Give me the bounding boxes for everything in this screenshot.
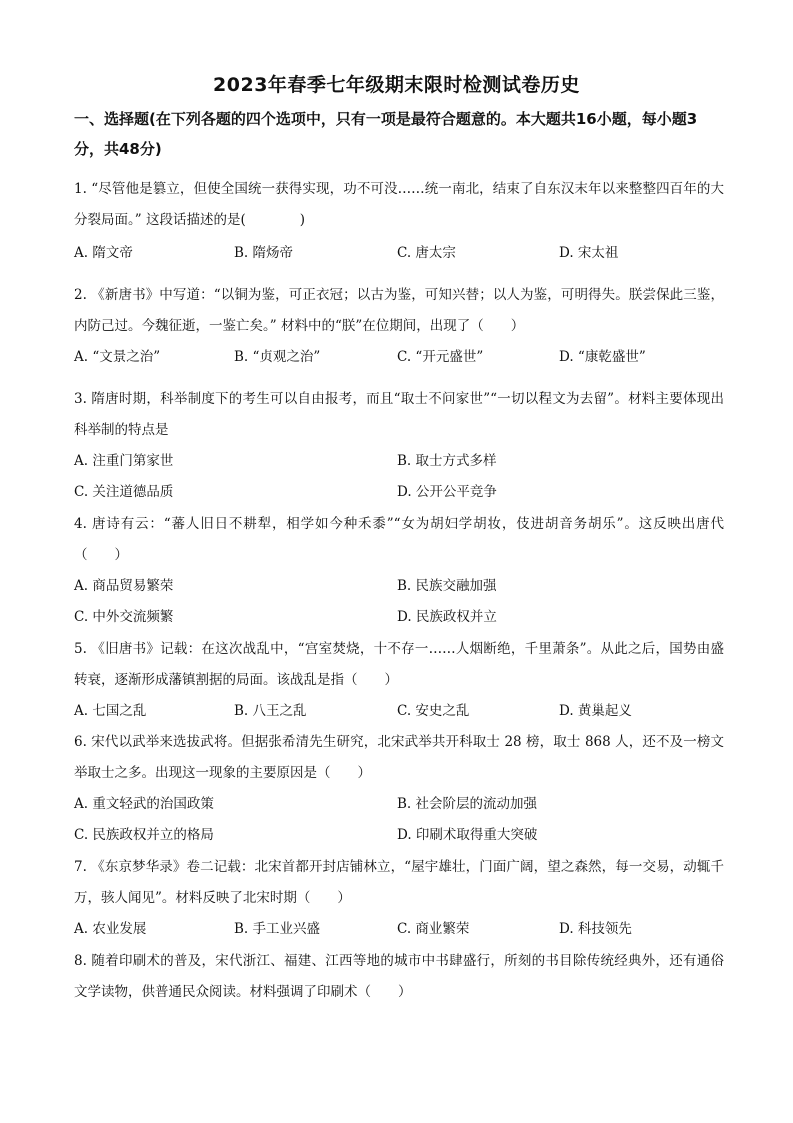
option-a[interactable]: A. 重文轻武的治国政策	[74, 796, 214, 812]
exam-title: 2023年春季七年级期末限时检测试卷历史	[213, 74, 580, 96]
option-b[interactable]: B. 手工业兴盛	[234, 921, 321, 937]
option-a[interactable]: A. 七国之乱	[74, 703, 147, 719]
options-q7	[74, 915, 724, 943]
option-d[interactable]: D. 科技领先	[559, 921, 632, 937]
section-heading: 一、选择题(在下列各题的四个选项中，只有一项是最符合题意的。本大题共16小题，每小题3分，共48分)	[74, 110, 698, 158]
option-a[interactable]: A. 农业发展	[74, 921, 147, 937]
options-q3-row2	[74, 478, 724, 506]
option-b[interactable]: B. 社会阶层的流动加强	[397, 796, 538, 812]
question-5: 5. 《旧唐书》记载：在这次战乱中，“宫室焚烧，十不存一……人烟断绝，千里萧条”。从此之后，国势由盛转衰，逐渐形成藩镇割据的局面。该战乱是指（ ）	[74, 641, 724, 688]
option-d[interactable]: D. 印刷术取得重大突破	[397, 827, 538, 843]
question-7: 7. 《东京梦华录》卷二记载：北宋首都开封店铺林立，“屋宇雄壮，门面广阔，望之森然，每一交易，动辄千万，骇人闻见”。材料反映了北宋时期（ ）	[74, 859, 724, 906]
option-a[interactable]: A. 商品贸易繁荣	[74, 578, 174, 594]
options-q5	[74, 697, 724, 725]
option-c[interactable]: C. 商业繁荣	[397, 921, 470, 937]
question-2: 2. 《新唐书》中写道：“以铜为鉴，可正衣冠；以古为鉴，可知兴替；以人为鉴，可明得失。朕尝保此三鉴，内防己过。今魏征逝，一鉴亡矣。” 材料中的“朕”在位期间，出现了（ ）	[74, 287, 724, 334]
option-c[interactable]: C. “开元盛世”	[397, 349, 484, 365]
option-a[interactable]: A. 注重门第家世	[74, 453, 174, 469]
option-d[interactable]: D. 民族政权并立	[397, 609, 497, 625]
question-8: 8. 随着印刷术的普及，宋代浙江、福建、江西等地的城市中书肆盛行，所刻的书目除传统经典外，还有通俗文学读物，供普通民众阅读。材料强调了印刷术（ ）	[74, 953, 724, 1000]
option-c[interactable]: C. 关注道德品质	[74, 484, 174, 500]
option-c[interactable]: C. 安史之乱	[397, 703, 470, 719]
question-3: 3. 隋唐时期，科举制度下的考生可以自由报考，而且“取士不问家世”“一切以程文为去留”。材料主要体现出科举制的特点是	[74, 391, 724, 438]
options-q4-row1	[74, 572, 724, 600]
option-b[interactable]: B. 取士方式多样	[397, 453, 497, 469]
question-6: 6. 宋代以武举来选拔武将。但据张希清先生研究，北宋武举共开科取士 28 榜，取士 868 人，还不及一榜文举取士之多。出现这一现象的主要原因是（ ）	[74, 734, 724, 781]
options-q2	[74, 343, 724, 371]
option-b[interactable]: B. 隋炀帝	[234, 245, 294, 261]
option-b[interactable]: B. “贞观之治”	[234, 349, 321, 365]
option-b[interactable]: B. 民族交融加强	[397, 578, 497, 594]
options-q3-row1	[74, 447, 724, 475]
option-a[interactable]: A. 隋文帝	[74, 245, 133, 261]
options-q1	[74, 239, 724, 267]
option-d[interactable]: D. 黄巢起义	[559, 703, 632, 719]
option-d[interactable]: D. 公开公平竞争	[397, 484, 497, 500]
question-1: 1. “尽管他是篡立，但使全国统一获得实现，功不可没……统一南北，结束了自东汉末年以来整整四百年的大分裂局面。” 这段话描述的是( )	[74, 181, 724, 228]
option-c[interactable]: C. 唐太宗	[397, 245, 456, 261]
option-a[interactable]: A. “文景之治”	[74, 349, 161, 365]
option-d[interactable]: D. 宋太祖	[559, 245, 619, 261]
options-q6-row2	[74, 821, 724, 849]
option-c[interactable]: C. 中外交流频繁	[74, 609, 174, 625]
option-c[interactable]: C. 民族政权并立的格局	[74, 827, 214, 843]
options-q6-row1	[74, 790, 724, 818]
question-4: 4. 唐诗有云：“蕃人旧日不耕犁，相学如今种禾黍”“女为胡妇学胡妆，伎进胡音务胡乐”。这反映出唐代（ ）	[74, 516, 724, 563]
options-q4-row2	[74, 603, 724, 631]
option-d[interactable]: D. “康乾盛世”	[559, 349, 646, 365]
option-b[interactable]: B. 八王之乱	[234, 703, 307, 719]
